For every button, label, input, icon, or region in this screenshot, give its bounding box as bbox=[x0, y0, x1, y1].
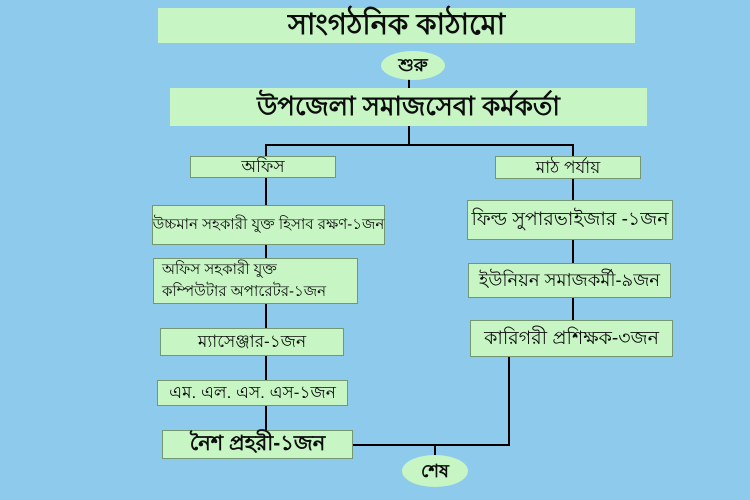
end-node bbox=[402, 455, 468, 487]
office-node-night-guard-label: নৈশ প্রহরী-১জন bbox=[189, 432, 326, 456]
field-node-union-social-worker bbox=[468, 263, 671, 298]
office-node-mlss-label: এম. এল. এস. এস-১জন bbox=[169, 383, 336, 403]
field-node-technical-instructor-label: কারিগরী প্রশিক্ষক-৩জন bbox=[484, 327, 659, 349]
office-node-computer-operator-line2: কম্পিউটার অপারেটর-১জন bbox=[162, 283, 327, 300]
office-node-night-guard bbox=[162, 430, 353, 459]
connector-technical-down bbox=[508, 355, 510, 446]
field-node-field-supervisor-label: ফিল্ড সুপারভাইজার -১জন bbox=[471, 209, 669, 231]
office-branch-header bbox=[190, 156, 336, 178]
office-branch-header-label: অফিস bbox=[241, 157, 285, 177]
start-node bbox=[381, 51, 445, 80]
chart-title bbox=[158, 8, 635, 43]
office-node-computer-operator bbox=[153, 258, 358, 304]
office-node-messenger bbox=[160, 328, 344, 356]
field-branch-header-label: মাঠ পর্যায় bbox=[535, 157, 601, 177]
office-node-computer-operator-line1: অফিস সহকারী যুক্ত bbox=[162, 260, 277, 278]
office-node-messenger-label: ম্যাসেঞ্জার-১জন bbox=[197, 332, 307, 352]
root-node bbox=[170, 88, 647, 126]
field-node-technical-instructor bbox=[470, 320, 673, 357]
office-node-upper-division-assistant bbox=[152, 205, 385, 245]
office-node-mlss bbox=[157, 380, 348, 406]
connector-bottom-horizontal bbox=[352, 444, 510, 446]
field-branch-header bbox=[495, 156, 641, 179]
connector-branch-horizontal bbox=[265, 144, 574, 146]
office-node-upper-division-assistant-label: উচ্চমান সহকারী যুক্ত হিসাব রক্ষণ-১জন bbox=[152, 216, 385, 234]
field-node-union-social-worker-label: ইউনিয়ন সমাজকর্মী-৯জন bbox=[478, 270, 661, 291]
end-node-label: শেষ bbox=[421, 460, 449, 481]
start-node-label: শুরু bbox=[398, 55, 428, 76]
chart-title-label: সাংগঠনিক কাঠামো bbox=[287, 8, 506, 41]
root-node-label: উপজেলা সমাজসেবা কর্মকর্তা bbox=[257, 91, 560, 122]
field-node-field-supervisor bbox=[467, 200, 673, 240]
